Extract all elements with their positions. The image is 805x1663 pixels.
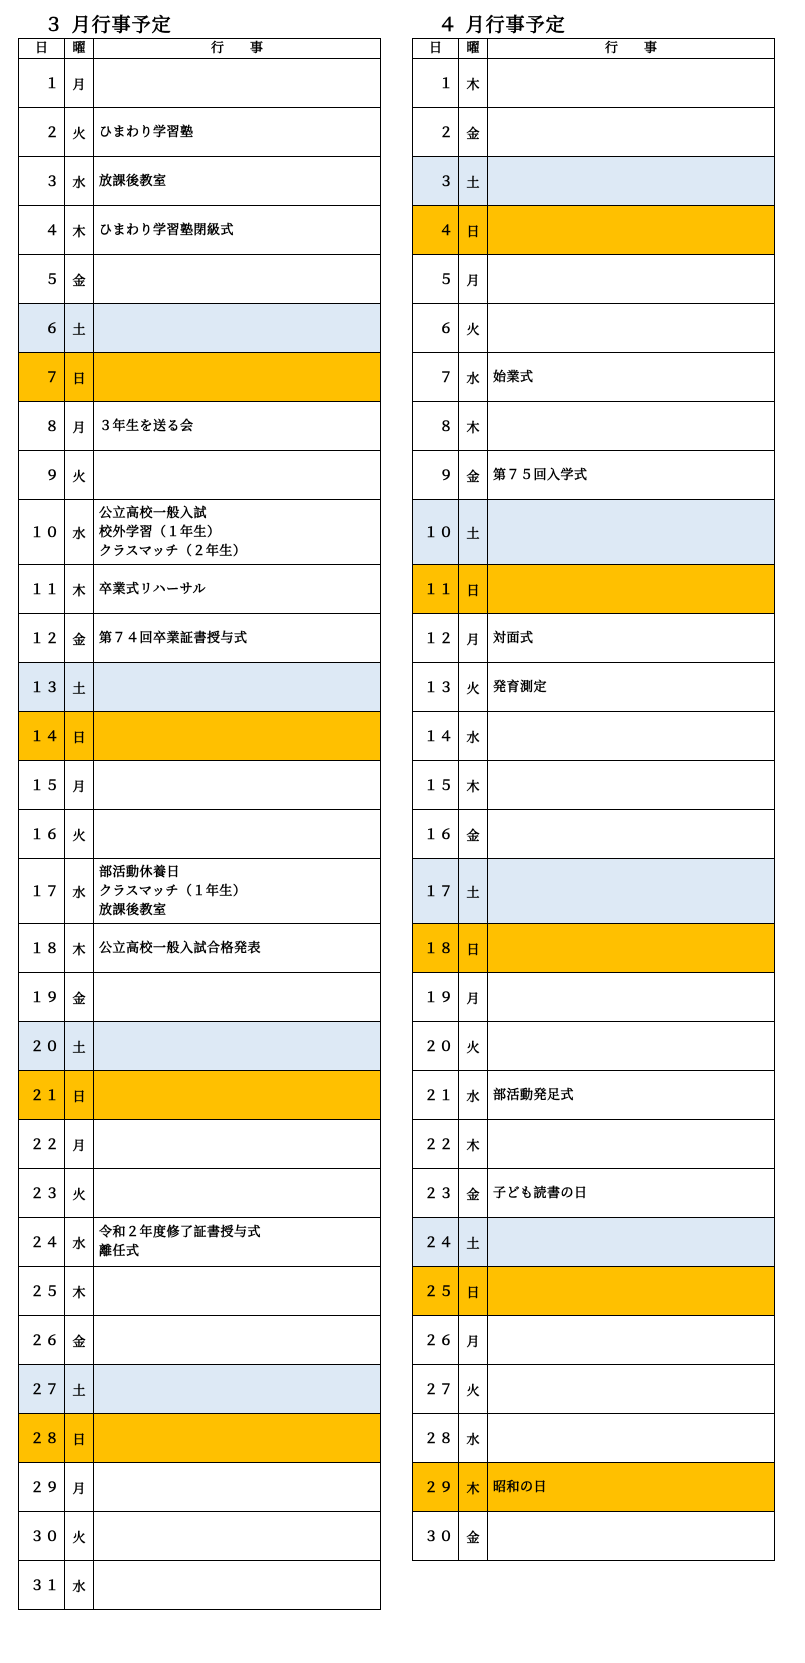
table-row bbox=[19, 1218, 381, 1267]
weekday-cell: 日 bbox=[459, 206, 488, 255]
table-row bbox=[413, 1316, 775, 1365]
day-cell: １９ bbox=[19, 973, 65, 1022]
event-cell bbox=[94, 304, 381, 353]
weekday-cell: 月 bbox=[459, 1316, 488, 1365]
event-cell bbox=[94, 761, 381, 810]
event-text: 発育測定 bbox=[493, 679, 548, 695]
event-cell bbox=[94, 255, 381, 304]
table-row bbox=[413, 255, 775, 304]
weekday-header: 曜 bbox=[459, 39, 488, 59]
event-text: 令和２年度修了証書授与式 bbox=[99, 1225, 262, 1240]
event-text: 卒業式リハーサル bbox=[99, 581, 206, 597]
day-cell: ２９ bbox=[413, 1463, 459, 1512]
weekday-cell: 水 bbox=[459, 1071, 488, 1120]
day-cell: １５ bbox=[413, 761, 459, 810]
day-cell: １５ bbox=[19, 761, 65, 810]
day-cell: ２３ bbox=[413, 1169, 459, 1218]
weekday-cell: 火 bbox=[65, 1169, 94, 1218]
table-row bbox=[413, 402, 775, 451]
event-cell bbox=[94, 810, 381, 859]
weekday-cell: 水 bbox=[65, 157, 94, 206]
weekday-cell: 土 bbox=[459, 157, 488, 206]
day-cell: １１ bbox=[19, 565, 65, 614]
day-header: 日 bbox=[413, 39, 459, 59]
day-cell: １ bbox=[413, 59, 459, 108]
weekday-cell: 木 bbox=[65, 1267, 94, 1316]
event-cell bbox=[94, 157, 381, 206]
weekday-cell: 月 bbox=[65, 1120, 94, 1169]
day-cell: ４ bbox=[19, 206, 65, 255]
event-cell bbox=[94, 500, 381, 565]
table-row bbox=[413, 59, 775, 108]
weekday-cell: 月 bbox=[459, 255, 488, 304]
table-row bbox=[413, 973, 775, 1022]
event-text: 対面式 bbox=[493, 630, 534, 646]
table-row bbox=[19, 451, 381, 500]
weekday-cell: 火 bbox=[459, 304, 488, 353]
event-cell bbox=[94, 1512, 381, 1561]
event-cell bbox=[94, 353, 381, 402]
day-cell: ９ bbox=[413, 451, 459, 500]
weekday-cell: 水 bbox=[65, 1561, 94, 1610]
event-cell bbox=[488, 1365, 775, 1414]
day-cell: ２０ bbox=[19, 1022, 65, 1071]
day-cell: ３ bbox=[413, 157, 459, 206]
table-row bbox=[413, 1071, 775, 1120]
table-row bbox=[19, 304, 381, 353]
day-cell: ２２ bbox=[19, 1120, 65, 1169]
weekday-cell: 水 bbox=[65, 1218, 94, 1267]
event-cell bbox=[488, 500, 775, 565]
day-cell: ８ bbox=[413, 402, 459, 451]
day-cell: ３ bbox=[19, 157, 65, 206]
table-row bbox=[413, 1463, 775, 1512]
table-row bbox=[19, 1316, 381, 1365]
event-text: 公立高校一般入試合格発表 bbox=[99, 940, 262, 956]
weekday-cell: 土 bbox=[459, 1218, 488, 1267]
weekday-cell: 日 bbox=[459, 924, 488, 973]
table-row bbox=[413, 1169, 775, 1218]
table-row bbox=[413, 353, 775, 402]
event-cell bbox=[488, 108, 775, 157]
table-row bbox=[413, 663, 775, 712]
table-row bbox=[19, 663, 381, 712]
event-cell bbox=[94, 973, 381, 1022]
day-cell: ３１ bbox=[19, 1561, 65, 1610]
event-cell bbox=[488, 59, 775, 108]
event-cell bbox=[488, 402, 775, 451]
day-cell: ３０ bbox=[413, 1512, 459, 1561]
table-row bbox=[413, 1218, 775, 1267]
weekday-cell: 月 bbox=[459, 973, 488, 1022]
day-cell: ２ bbox=[19, 108, 65, 157]
table-row bbox=[19, 712, 381, 761]
weekday-cell: 土 bbox=[459, 859, 488, 924]
table-row bbox=[19, 1414, 381, 1463]
event-text: 子ども読書の日 bbox=[493, 1185, 588, 1201]
table-row bbox=[19, 402, 381, 451]
weekday-cell: 金 bbox=[65, 973, 94, 1022]
event-text: 公立高校一般入試 bbox=[99, 505, 208, 521]
day-cell: ２４ bbox=[413, 1218, 459, 1267]
day-cell: ２６ bbox=[19, 1316, 65, 1365]
event-cell bbox=[94, 206, 381, 255]
day-cell: １０ bbox=[413, 500, 459, 565]
weekday-cell: 土 bbox=[65, 304, 94, 353]
day-header: 日 bbox=[19, 39, 65, 59]
day-cell: ２０ bbox=[413, 1022, 459, 1071]
day-cell: １７ bbox=[19, 859, 65, 924]
table-row bbox=[19, 206, 381, 255]
weekday-cell: 金 bbox=[65, 614, 94, 663]
event-cell bbox=[94, 1120, 381, 1169]
day-cell: １８ bbox=[19, 924, 65, 973]
weekday-cell: 木 bbox=[65, 206, 94, 255]
table-row bbox=[413, 206, 775, 255]
day-cell: １０ bbox=[19, 500, 65, 565]
weekday-cell: 火 bbox=[459, 1022, 488, 1071]
event-cell bbox=[488, 973, 775, 1022]
table-row bbox=[19, 59, 381, 108]
table-row bbox=[19, 353, 381, 402]
event-cell bbox=[488, 1022, 775, 1071]
weekday-cell: 火 bbox=[459, 663, 488, 712]
table-row bbox=[19, 810, 381, 859]
table-row bbox=[413, 810, 775, 859]
weekday-cell: 水 bbox=[65, 859, 94, 924]
event-cell bbox=[488, 924, 775, 973]
day-cell: １７ bbox=[413, 859, 459, 924]
weekday-cell: 金 bbox=[459, 451, 488, 500]
april-table bbox=[412, 38, 775, 1561]
weekday-cell: 日 bbox=[65, 1414, 94, 1463]
weekday-cell: 金 bbox=[459, 810, 488, 859]
table-row bbox=[19, 761, 381, 810]
table-row bbox=[19, 255, 381, 304]
events-header: 行 事 bbox=[488, 39, 775, 59]
event-text: ひまわり学習塾閉級式 bbox=[99, 222, 235, 238]
table-row bbox=[413, 614, 775, 663]
event-cell bbox=[488, 1169, 775, 1218]
event-cell bbox=[488, 859, 775, 924]
day-cell: ２９ bbox=[19, 1463, 65, 1512]
event-cell bbox=[488, 1071, 775, 1120]
event-text: 第７４回卒業証書授与式 bbox=[99, 630, 248, 646]
day-cell: １３ bbox=[413, 663, 459, 712]
table-row bbox=[413, 924, 775, 973]
weekday-cell: 木 bbox=[65, 924, 94, 973]
event-cell bbox=[94, 859, 381, 924]
weekday-cell: 土 bbox=[65, 1022, 94, 1071]
event-cell bbox=[488, 565, 775, 614]
event-text: 部活動発足式 bbox=[493, 1087, 575, 1103]
table-row bbox=[413, 1267, 775, 1316]
event-cell bbox=[94, 663, 381, 712]
day-cell: １２ bbox=[413, 614, 459, 663]
event-cell bbox=[488, 1218, 775, 1267]
march-rows bbox=[19, 59, 381, 1610]
event-text: クラスマッチ（２年生） bbox=[99, 543, 247, 559]
day-cell: ６ bbox=[19, 304, 65, 353]
day-cell: ５ bbox=[413, 255, 459, 304]
event-cell bbox=[94, 565, 381, 614]
day-cell: １３ bbox=[19, 663, 65, 712]
table-row bbox=[413, 451, 775, 500]
event-cell bbox=[488, 304, 775, 353]
table-row bbox=[19, 565, 381, 614]
event-cell bbox=[488, 353, 775, 402]
weekday-cell: 火 bbox=[459, 1365, 488, 1414]
weekday-cell: 火 bbox=[65, 1512, 94, 1561]
table-row bbox=[19, 973, 381, 1022]
march-table bbox=[18, 38, 381, 1610]
event-text: 離任式 bbox=[99, 1244, 140, 1259]
day-cell: ２１ bbox=[413, 1071, 459, 1120]
day-cell: ２２ bbox=[413, 1120, 459, 1169]
day-cell: ６ bbox=[413, 304, 459, 353]
event-cell bbox=[488, 1267, 775, 1316]
table-row bbox=[19, 1022, 381, 1071]
event-cell bbox=[488, 451, 775, 500]
event-cell bbox=[94, 402, 381, 451]
table-row bbox=[19, 1365, 381, 1414]
table-row bbox=[19, 157, 381, 206]
table-row bbox=[413, 500, 775, 565]
event-cell bbox=[94, 1267, 381, 1316]
weekday-cell: 日 bbox=[459, 565, 488, 614]
weekday-cell: 木 bbox=[459, 59, 488, 108]
weekday-cell: 木 bbox=[65, 565, 94, 614]
weekday-cell: 火 bbox=[65, 451, 94, 500]
event-cell bbox=[488, 1316, 775, 1365]
weekday-cell: 水 bbox=[459, 1414, 488, 1463]
april-title: ４ 月行事予定 bbox=[438, 14, 566, 36]
table-row bbox=[413, 761, 775, 810]
event-text: 放課後教室 bbox=[99, 902, 167, 918]
day-cell: ５ bbox=[19, 255, 65, 304]
day-cell: ２ bbox=[413, 108, 459, 157]
day-cell: ２５ bbox=[19, 1267, 65, 1316]
table-row bbox=[413, 1512, 775, 1561]
april-header-row bbox=[413, 39, 775, 59]
weekday-cell: 木 bbox=[459, 1120, 488, 1169]
weekday-cell: 月 bbox=[459, 614, 488, 663]
table-row bbox=[413, 1365, 775, 1414]
weekday-cell: 金 bbox=[459, 1169, 488, 1218]
day-cell: ２４ bbox=[19, 1218, 65, 1267]
weekday-cell: 金 bbox=[459, 108, 488, 157]
table-row bbox=[413, 1414, 775, 1463]
event-text: 部活動休養日 bbox=[99, 864, 181, 880]
event-text: ひまわり学習塾 bbox=[99, 124, 194, 140]
table-row bbox=[19, 924, 381, 973]
event-cell bbox=[488, 1463, 775, 1512]
event-cell bbox=[94, 924, 381, 973]
day-cell: １２ bbox=[19, 614, 65, 663]
weekday-cell: 木 bbox=[459, 1463, 488, 1512]
weekday-cell: 木 bbox=[459, 402, 488, 451]
weekday-cell: 木 bbox=[459, 761, 488, 810]
weekday-cell: 水 bbox=[459, 712, 488, 761]
weekday-cell: 月 bbox=[65, 402, 94, 451]
event-cell bbox=[488, 157, 775, 206]
table-row bbox=[19, 614, 381, 663]
event-cell bbox=[94, 1022, 381, 1071]
weekday-cell: 金 bbox=[459, 1512, 488, 1561]
event-cell bbox=[94, 1218, 381, 1267]
weekday-cell: 水 bbox=[459, 353, 488, 402]
table-row bbox=[413, 565, 775, 614]
table-row bbox=[19, 1561, 381, 1610]
table-row bbox=[19, 1169, 381, 1218]
day-cell: １４ bbox=[19, 712, 65, 761]
weekday-cell: 土 bbox=[65, 1365, 94, 1414]
weekday-cell: 土 bbox=[65, 663, 94, 712]
event-cell bbox=[488, 712, 775, 761]
day-cell: １ bbox=[19, 59, 65, 108]
table-row bbox=[19, 1120, 381, 1169]
weekday-cell: 土 bbox=[459, 500, 488, 565]
event-text: 始業式 bbox=[493, 369, 534, 385]
weekday-cell: 金 bbox=[65, 255, 94, 304]
event-cell bbox=[94, 1071, 381, 1120]
weekday-header: 曜 bbox=[65, 39, 94, 59]
weekday-cell: 月 bbox=[65, 761, 94, 810]
day-cell: ２８ bbox=[19, 1414, 65, 1463]
event-cell bbox=[488, 810, 775, 859]
event-cell bbox=[488, 1120, 775, 1169]
event-cell bbox=[488, 255, 775, 304]
day-cell: ４ bbox=[413, 206, 459, 255]
day-cell: ２３ bbox=[19, 1169, 65, 1218]
table-row bbox=[19, 1071, 381, 1120]
day-cell: １８ bbox=[413, 924, 459, 973]
april-rows bbox=[413, 59, 775, 1561]
event-text: クラスマッチ（１年生） bbox=[99, 883, 247, 899]
event-text: 昭和の日 bbox=[493, 1479, 548, 1495]
event-cell bbox=[488, 206, 775, 255]
day-cell: ２１ bbox=[19, 1071, 65, 1120]
day-cell: ７ bbox=[413, 353, 459, 402]
event-cell bbox=[94, 712, 381, 761]
day-cell: １１ bbox=[413, 565, 459, 614]
weekday-cell: 日 bbox=[65, 353, 94, 402]
table-row bbox=[413, 157, 775, 206]
day-cell: ２６ bbox=[413, 1316, 459, 1365]
april-calendar bbox=[412, 12, 775, 1561]
day-cell: ２８ bbox=[413, 1414, 459, 1463]
event-cell bbox=[94, 108, 381, 157]
event-cell bbox=[488, 1414, 775, 1463]
weekday-cell: 日 bbox=[65, 712, 94, 761]
table-row bbox=[413, 1022, 775, 1071]
event-cell bbox=[94, 451, 381, 500]
table-row bbox=[19, 500, 381, 565]
event-cell bbox=[488, 663, 775, 712]
weekday-cell: 日 bbox=[65, 1071, 94, 1120]
weekday-cell: 日 bbox=[459, 1267, 488, 1316]
event-text: ３年生を送る会 bbox=[99, 418, 194, 434]
day-cell: １６ bbox=[19, 810, 65, 859]
table-row bbox=[413, 712, 775, 761]
event-cell bbox=[94, 1463, 381, 1512]
table-row bbox=[413, 1120, 775, 1169]
table-row bbox=[413, 108, 775, 157]
day-cell: ７ bbox=[19, 353, 65, 402]
table-row bbox=[19, 1512, 381, 1561]
march-calendar bbox=[18, 12, 381, 1610]
event-cell bbox=[488, 761, 775, 810]
event-cell bbox=[94, 1414, 381, 1463]
weekday-cell: 火 bbox=[65, 108, 94, 157]
weekday-cell: 月 bbox=[65, 1463, 94, 1512]
table-row bbox=[19, 108, 381, 157]
event-cell bbox=[94, 1365, 381, 1414]
event-text: 放課後教室 bbox=[99, 173, 167, 189]
day-cell: ３０ bbox=[19, 1512, 65, 1561]
day-cell: １９ bbox=[413, 973, 459, 1022]
day-cell: ２５ bbox=[413, 1267, 459, 1316]
march-title: ３ 月行事予定 bbox=[44, 14, 172, 36]
event-cell bbox=[94, 1169, 381, 1218]
event-cell bbox=[94, 614, 381, 663]
day-cell: １６ bbox=[413, 810, 459, 859]
events-header: 行 事 bbox=[94, 39, 381, 59]
day-cell: ９ bbox=[19, 451, 65, 500]
day-cell: ２７ bbox=[413, 1365, 459, 1414]
weekday-cell: 金 bbox=[65, 1316, 94, 1365]
weekday-cell: 月 bbox=[65, 59, 94, 108]
table-row bbox=[19, 1463, 381, 1512]
weekday-cell: 水 bbox=[65, 500, 94, 565]
table-row bbox=[19, 859, 381, 924]
event-cell bbox=[94, 1561, 381, 1610]
event-text: 校外学習（１年生） bbox=[99, 524, 221, 540]
event-cell bbox=[94, 59, 381, 108]
event-text: 第７５回入学式 bbox=[493, 467, 588, 483]
march-header-row bbox=[19, 39, 381, 59]
table-row bbox=[413, 859, 775, 924]
table-row bbox=[19, 1267, 381, 1316]
day-cell: ８ bbox=[19, 402, 65, 451]
table-row bbox=[413, 304, 775, 353]
day-cell: １４ bbox=[413, 712, 459, 761]
day-cell: ２７ bbox=[19, 1365, 65, 1414]
weekday-cell: 火 bbox=[65, 810, 94, 859]
event-cell bbox=[488, 1512, 775, 1561]
event-cell bbox=[488, 614, 775, 663]
event-cell bbox=[94, 1316, 381, 1365]
